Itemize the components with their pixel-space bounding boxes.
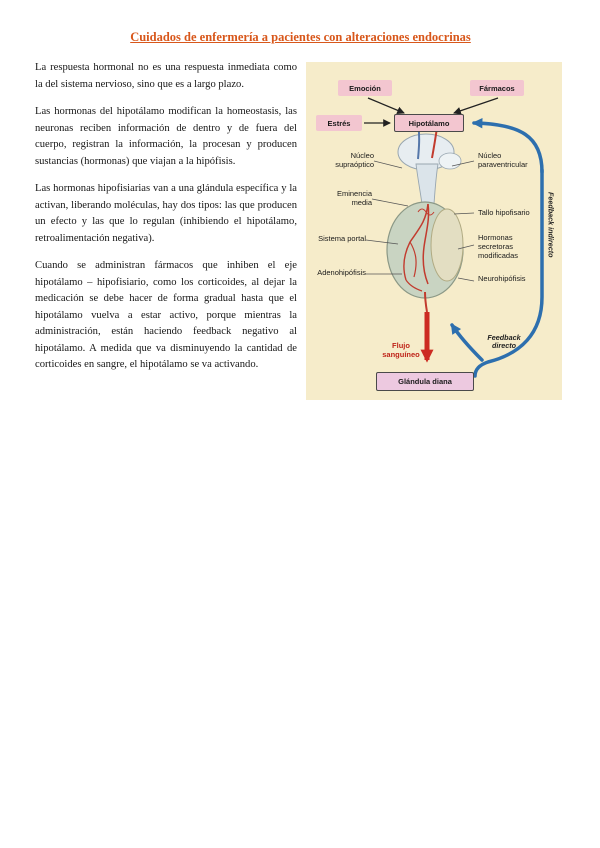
pituitary-gland-drawing bbox=[387, 202, 463, 312]
label-neurohypophysis: Neurohipófisis bbox=[478, 274, 526, 283]
content-area bbox=[35, 60, 566, 400]
label-modified-secretory-hormones: Hormonas secretoras modificadas bbox=[478, 233, 519, 260]
paragraph-1: La respuesta hormonal no es una respuesta inmediata como la del sistema nervioso, sino que es a largo plazo. bbox=[35, 62, 297, 90]
label-direct-feedback: Feedback directo bbox=[487, 333, 521, 351]
leader-lines bbox=[366, 161, 474, 281]
endocrine-feedback-diagram bbox=[306, 62, 562, 400]
stress-box: Estrés bbox=[316, 115, 362, 131]
hypothalamus-drawing bbox=[398, 120, 461, 204]
hypothalamus-box: Hipotálamo bbox=[394, 114, 464, 132]
drugs-box: Fármacos bbox=[470, 80, 524, 96]
label-supraoptic-nucleus: Núcleo supraóptico bbox=[335, 151, 374, 169]
label-adenohypophysis: Adenohipófisis bbox=[317, 268, 366, 277]
paragraph-3: Las hormonas hipofisiarias van a una glándula específica y la activan, liberando moléculas, hay dos tipos: las que producen un efecto y las que lo regulan (inhibiendo el hipotálamo, retroalimentación negativa). bbox=[35, 183, 297, 244]
label-pituitary-stalk: Tallo hipofisario bbox=[478, 208, 530, 217]
body-text-column bbox=[35, 60, 297, 385]
page-title: Cuidados de enfermería a pacientes con alteraciones endocrinas bbox=[130, 30, 471, 44]
emotion-box: Emoción bbox=[338, 80, 392, 96]
paragraph-2: Las hormonas del hipotálamo modifican la homeostasis, las neuronas reciben información de dentro y de fuera del cuerpo, registran la información, la procesan y producen sustancias (hormonas) que viajan a la hipófisis. bbox=[35, 106, 297, 167]
label-median-eminence: Eminencia media bbox=[336, 189, 372, 207]
label-portal-system: Sistema portal bbox=[318, 234, 366, 243]
target-gland-box: Glándula diana bbox=[376, 372, 474, 391]
label-paraventricular-nucleus: Núcleo paraventricular bbox=[478, 151, 528, 169]
label-blood-flow: Flujo sanguíneo bbox=[382, 341, 420, 359]
paragraph-4: Cuando se administran fármacos que inhiben el eje hipotálamo – hipofisiario, como los corticoides, al dejar la medicación se debe hacer de forma gradual hasta que el hipotálamo vuelva a estar activo, porque mientras la administración, están haciendo feedback negativo al hipotálamo. A medida que va disminuyendo la cantidad de corticoides en sangre, el hipotálamo se va activando. bbox=[35, 260, 297, 371]
label-indirect-feedback: Feedback indirecto bbox=[546, 192, 556, 258]
